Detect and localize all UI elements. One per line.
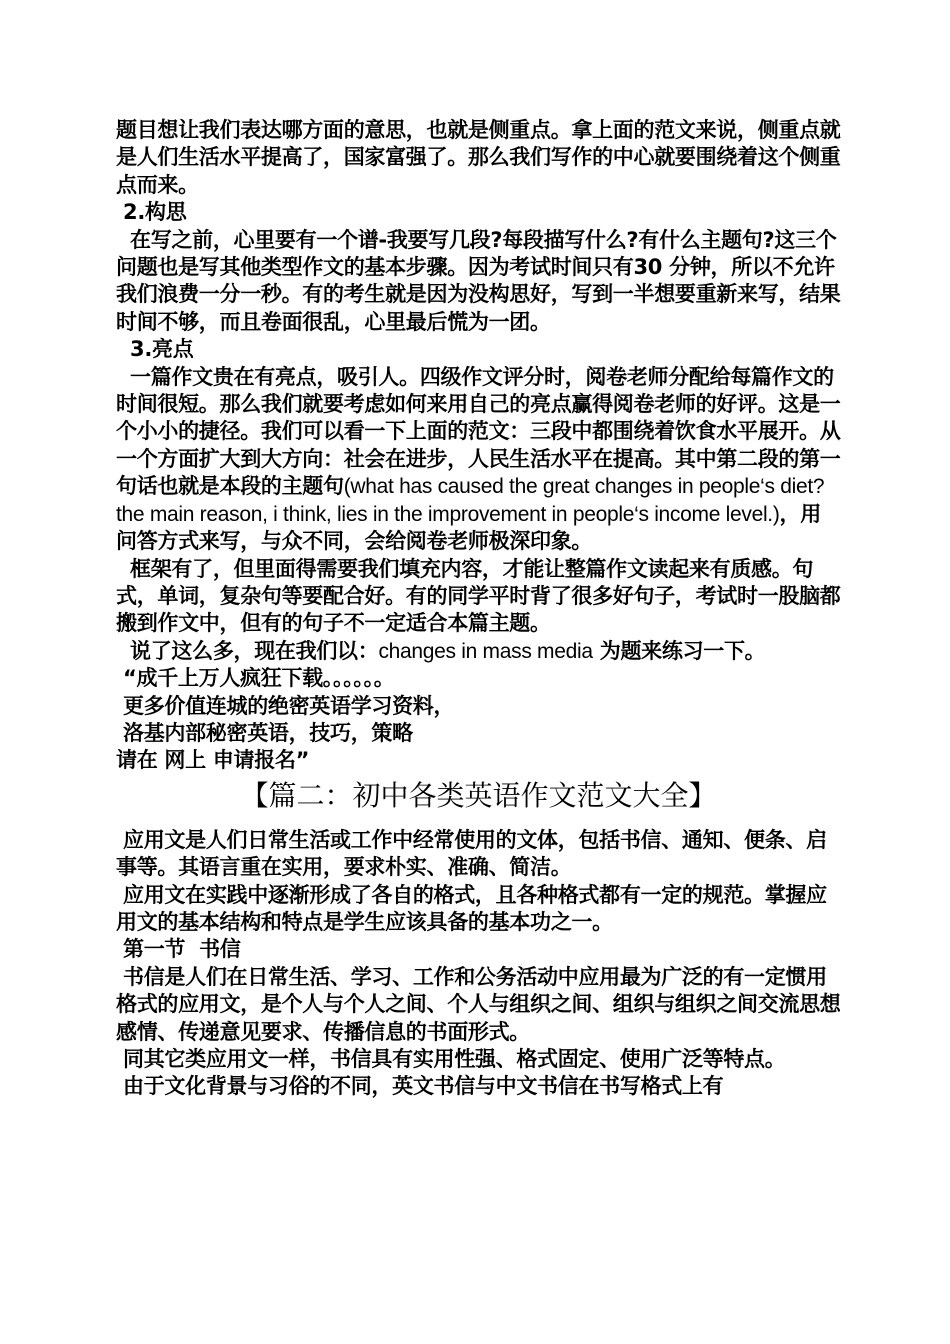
paragraph-framework: 框架有了，但里面得需要我们填充内容，才能让整篇作文读起来有质感。句式，单词，复杂句等要配合好。有的同学平时背了很多好句子，考试时一股脑都搬到作文中，但有的句子不一定适合本篇主题。: [116, 556, 841, 636]
paragraph-highlight-english: (what has caused the great changes in people‘s diet? the main reason, i think, lies in the improvement in people‘s income level.): [116, 475, 830, 526]
paragraph-practice-tail: 为题来练习一下。: [592, 638, 766, 663]
subheading-highlight: 3.亮点: [116, 337, 194, 362]
section-heading: 【篇二：初中各类英语作文范文大全】: [240, 778, 717, 812]
paragraph-focus: 题目想让我们表达哪方面的意思，也就是侧重点。拿上面的范文来说，侧重点就是人们生活水平提高了，国家富强了。那么我们写作的中心就要围绕着这个侧重点而来。: [116, 118, 841, 197]
paragraph-practice-text: 说了这么多，现在我们以：: [116, 638, 379, 663]
quote-line: 请在 网上 申请报名”: [116, 748, 310, 773]
paragraph-practice-topic: changes in mass media: [378, 639, 593, 663]
paragraph-conception: 在写之前，心里要有一个谱-我要写几段?每段描写什么?有什么主题句?这三个问题也是写其他类型作文的基本步骤。因为考试时间只有30 分钟，所以不允许我们浪费一分一秒。有的考生就是因为没构思好，写到一半想要重新来写，结果时间不够，而且卷面很乱，心里最后慌为一团。: [116, 227, 841, 334]
paragraph-letters-features: 同其它类应用文一样，书信具有实用性强、格式固定、使用广泛等特点。: [116, 1047, 786, 1071]
subheading-letters: 第一节 书信: [116, 937, 241, 962]
subheading-conception: 2.构思: [116, 200, 187, 225]
document-body: [116, 117, 841, 1101]
paragraph-highlight: [116, 364, 841, 556]
paragraph-practice: [116, 638, 841, 665]
quote-line: 更多价值连城的绝密英语学习资料，: [116, 693, 455, 718]
quote-line: “成千上万人疯狂下载。。。。。。: [116, 666, 395, 691]
paragraph-applied-writing: 应用文是人们日常生活或工作中经常使用的文体，包括书信、通知、便条、启事等。其语言重在实用，要求朴实、准确、简洁。: [116, 827, 827, 880]
paragraph-highlight-tail: ，用问答方式来写，与众不同，会给阅卷老师极深印象。: [116, 501, 821, 554]
paragraph-highlight-text: 一篇作文贵在有亮点，吸引人。四级作文评分时，阅卷老师分配给每篇作文的时间很短。那么我们就要考虑如何来用自己的亮点赢得阅卷老师的好评。这是一个小小的捷径。我们可以看一下上面的范文：三段中都围绕着饮食水平展开。从一个方面扩大到大方向：社会在进步，人民生活水平在提高。其中第二段的第一句话也就是本段的主题句: [116, 364, 841, 499]
quote-line: 洛基内部秘密英语，技巧，策略: [116, 720, 413, 745]
paragraph-applied-format: 应用文在实践中逐渐形成了各自的格式，且各种格式都有一定的规范。掌握应用文的基本结构和特点是学生应该具备的基本功之一。: [116, 882, 827, 934]
paragraph-letters-culture: 由于文化背景与习俗的不同，英文书信与中文书信在书写格式上有: [116, 1074, 724, 1099]
paragraph-letters-definition: 书信是人们在日常生活、学习、工作和公务活动中应用最为广泛的有一定惯用格式的应用文，是个人与个人之间、个人与组织之间、组织与组织之间交流思想感情、传递意见要求、传播信息的书面形式。: [116, 964, 841, 1044]
